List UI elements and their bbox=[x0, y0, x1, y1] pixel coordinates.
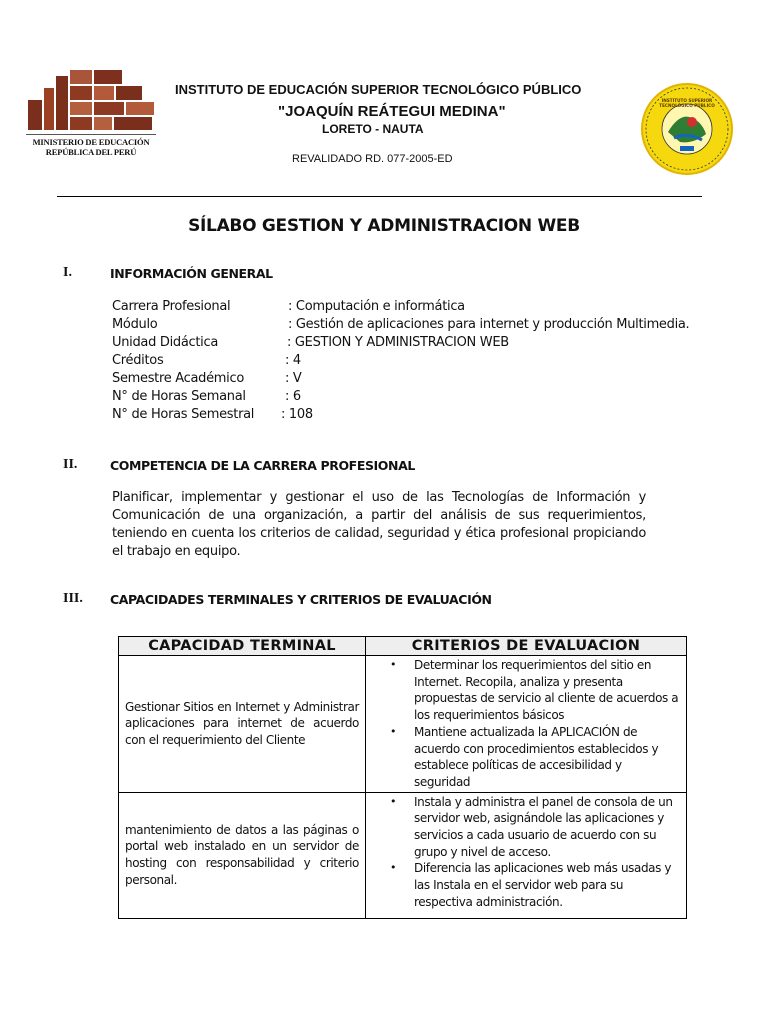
bullet-icon: • bbox=[390, 794, 397, 808]
institute-location: LORETO - NAUTA bbox=[322, 122, 424, 136]
institute-title: "JOAQUÍN REÁTEGUI MEDINA" bbox=[278, 103, 506, 120]
capacity-text: mantenimiento de datos a las páginas o portal web instalado en un servidor de hosting con responsabilidad y criterio personal. bbox=[125, 822, 359, 887]
seal-text: INSTITUTO SUPERIOR TECNOLÓGICO PÚBLICO bbox=[659, 98, 715, 108]
document-title: SÍLABO GESTION Y ADMINISTRACION WEB bbox=[188, 216, 580, 236]
seal-emblem-icon bbox=[640, 82, 734, 176]
capacities-table bbox=[118, 636, 687, 919]
institute-name: INSTITUTO DE EDUCACIÓN SUPERIOR TECNOLÓGICO PÚBLICO bbox=[175, 82, 582, 97]
criteria-list bbox=[366, 793, 686, 912]
section-1-title: INFORMACIÓN GENERAL bbox=[110, 266, 273, 281]
info-value-weekly-hours: : 6 bbox=[285, 389, 301, 404]
criteria-cell bbox=[366, 656, 687, 793]
info-label-module: Módulo bbox=[112, 317, 158, 332]
institute-seal bbox=[640, 82, 734, 176]
bullet-icon: • bbox=[390, 724, 397, 738]
section-3-title: CAPACIDADES TERMINALES Y CRITERIOS DE EVALUACIÓN bbox=[110, 592, 492, 607]
info-value-semester-hours: : 108 bbox=[281, 407, 313, 422]
section-2-title: COMPETENCIA DE LA CARRERA PROFESIONAL bbox=[110, 458, 415, 473]
competence-paragraph: Planificar, implementar y gestionar el uso de las Tecnologías de Información y Comunicación de una organización, a partir del análisis de sus requerimientos, teniendo en cuenta los criterios de calidad, seguridad y ética profesional propiciando el trabajo en equipo. bbox=[112, 490, 646, 559]
info-value-career: : Computación e informática bbox=[288, 299, 465, 314]
info-label-career: Carrera Profesional bbox=[112, 299, 231, 314]
section-2-numeral: II. bbox=[63, 457, 78, 472]
table-header-row bbox=[119, 637, 687, 656]
section-1-numeral: I. bbox=[63, 265, 72, 280]
criteria-list bbox=[366, 656, 686, 792]
section-3-numeral: III. bbox=[63, 591, 83, 606]
info-value-credits: : 4 bbox=[285, 353, 301, 368]
ministry-logo bbox=[26, 66, 156, 158]
capacity-cell bbox=[119, 792, 366, 918]
info-label-semester-hours: N° de Horas Semestral bbox=[112, 407, 255, 422]
info-value-unit: : GESTION Y ADMINISTRACION WEB bbox=[287, 335, 509, 350]
ministry-logo-line2: REPÚBLICA DEL PERÚ bbox=[45, 147, 137, 157]
bullet-icon: • bbox=[390, 658, 397, 671]
table-row bbox=[119, 656, 687, 793]
info-label-credits: Créditos bbox=[112, 353, 164, 368]
table-row bbox=[119, 792, 687, 918]
criteria-item: • Mantiene actualizada la APLICACIÓN de acuerdo con procedimientos establecidos y establece políticas de accesibilidad y seguridad bbox=[390, 724, 659, 789]
capacity-text: Gestionar Sitios en Internet y Administrar aplicaciones para internet de acuerdo con el requerimiento del Cliente bbox=[125, 699, 359, 748]
info-label-unit: Unidad Didáctica bbox=[112, 335, 218, 350]
criteria-cell bbox=[366, 792, 687, 918]
criteria-item: • Instala y administra el panel de consola de un servidor web, asignándole las aplicaciones y servicios a cada usuario de acuerdo con su grupo y nivel de acceso. bbox=[390, 794, 673, 859]
header-criteria: CRITERIOS DE EVALUACION bbox=[366, 637, 687, 656]
criteria-item: • Determinar los requerimientos del sitio en Internet. Recopila, analiza y presenta propuestas de servicio al cliente de acuerdos a los requerimientos básicos bbox=[390, 658, 679, 723]
header-divider bbox=[57, 196, 702, 197]
info-label-semester: Semestre Académico bbox=[112, 371, 244, 386]
criteria-item: • Diferencia las aplicaciones web más usadas y las Instala en el servidor web para su respectiva administración. bbox=[390, 861, 672, 909]
info-value-semester: : V bbox=[285, 371, 302, 386]
info-value-module: : Gestión de aplicaciones para internet y producción Multimedia. bbox=[288, 317, 690, 332]
revalidation-note: REVALIDADO RD. 077-2005-ED bbox=[292, 153, 453, 165]
header-capacity: CAPACIDAD TERMINAL bbox=[119, 637, 366, 656]
bullet-icon: • bbox=[390, 861, 397, 875]
info-label-weekly-hours: N° de Horas Semanal bbox=[112, 389, 246, 404]
ministry-logo-line1: MINISTERIO DE EDUCACIÓN bbox=[32, 137, 150, 147]
capacity-cell bbox=[119, 656, 366, 793]
